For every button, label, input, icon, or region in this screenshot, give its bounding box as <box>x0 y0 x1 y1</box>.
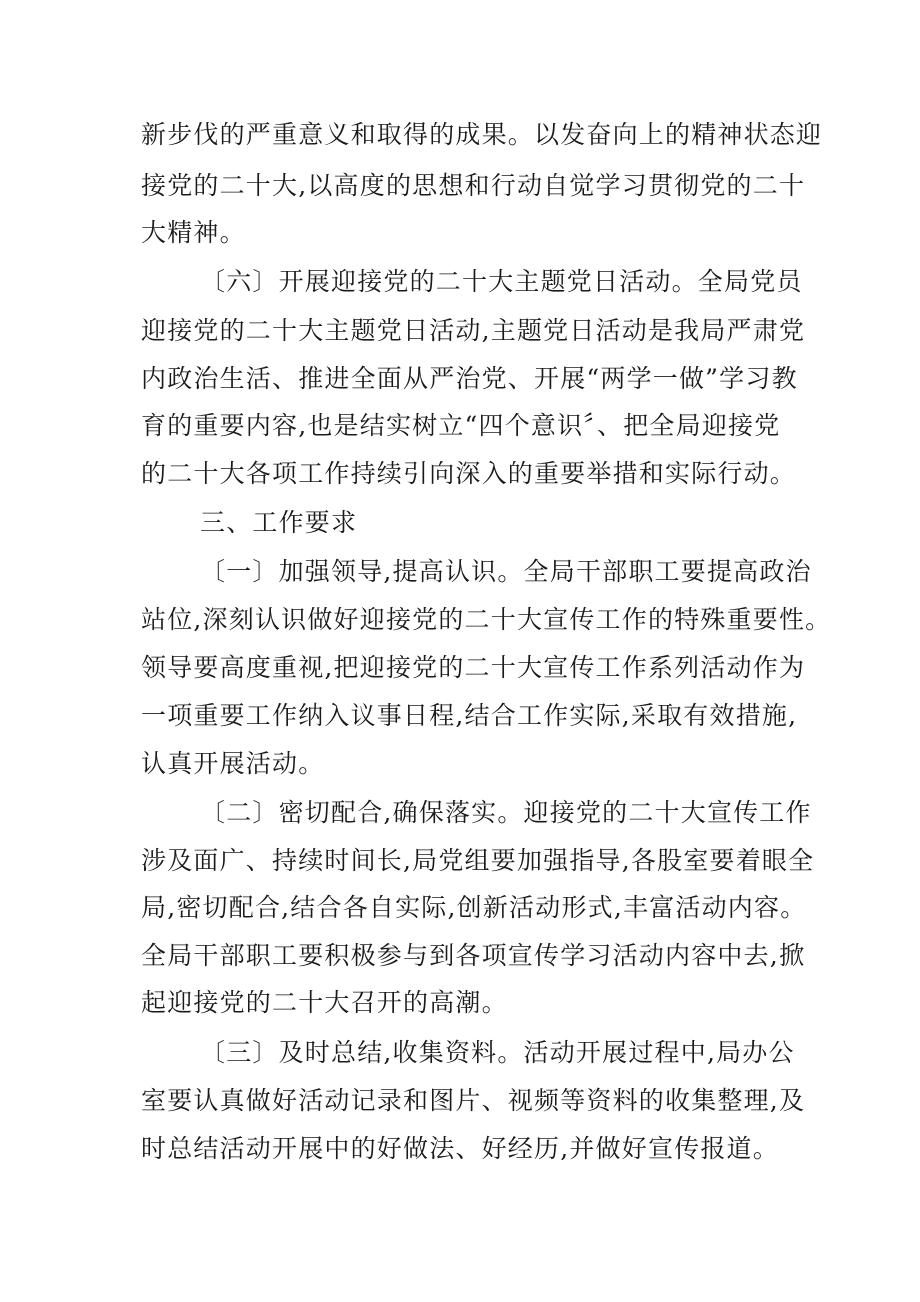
text-line: 内政治生活、推进全面从严治党、开展“两学一做”学习教 <box>141 364 798 393</box>
section-heading-work-requirements: 三、工作要求 <box>200 508 358 537</box>
paragraph-one-heading-line: 〔一〕加强领导,提高认识。全局干部职工要提高政治 <box>200 557 812 586</box>
paragraph-six-heading-line: 〔六〕开展迎接党的二十大主题党日活动。全局党员 <box>200 267 803 296</box>
text-line: 认真开展活动。 <box>141 749 325 778</box>
paragraph-two-heading-line: 〔二〕密切配合,确保落实。迎接党的二十大宣传工作 <box>200 798 812 827</box>
text-line: 起迎接党的二十大召开的高潮。 <box>141 988 508 1017</box>
text-line: 全局干部职工要积极参与到各项宣传学习活动内容中去,掀 <box>141 941 806 970</box>
text-line: 时总结活动开展中的好做法、好经历,并做好宣传报道。 <box>141 1134 779 1163</box>
paragraph-three-heading-line: 〔三〕及时总结,收集资料。活动开展过程中,局办公 <box>200 1038 795 1067</box>
text-line: 局,密切配合,结合各自实际,创新活动形式,丰富活动内容。 <box>141 893 807 922</box>
text-line: 新步伐的严重意义和取得的成果。以发奋向上的精神状态迎 <box>141 120 823 149</box>
text-line: 育的重要内容,也是结实树立“四个意识〞、把全局迎接党 <box>141 411 781 440</box>
text-line: 站位,深刻认识做好迎接党的二十大宣传工作的特殊重要性。 <box>141 605 832 634</box>
text-line: 大精神。 <box>141 218 246 247</box>
text-line: 室要认真做好活动记录和图片、视频等资料的收集整理,及 <box>141 1086 806 1115</box>
text-line: 的二十大各项工作持续引向深入的重要举措和实际行动。 <box>141 459 797 488</box>
text-line: 接党的二十大,以高度的思想和行动自觉学习贯彻党的二十 <box>141 171 806 200</box>
text-line: 一项重要工作纳入议事日程,结合工作实际,采取有效措施, <box>141 701 798 730</box>
text-line: 领导要高度重视,把迎接党的二十大宣传工作系列活动作为 <box>141 653 806 682</box>
text-line: 迎接党的二十大主题党日活动,主题党日活动是我局严肃党 <box>141 316 806 345</box>
text-line: 涉及面广、持续时间长,局党组要加强指导,各股室要着眼全 <box>141 846 815 875</box>
